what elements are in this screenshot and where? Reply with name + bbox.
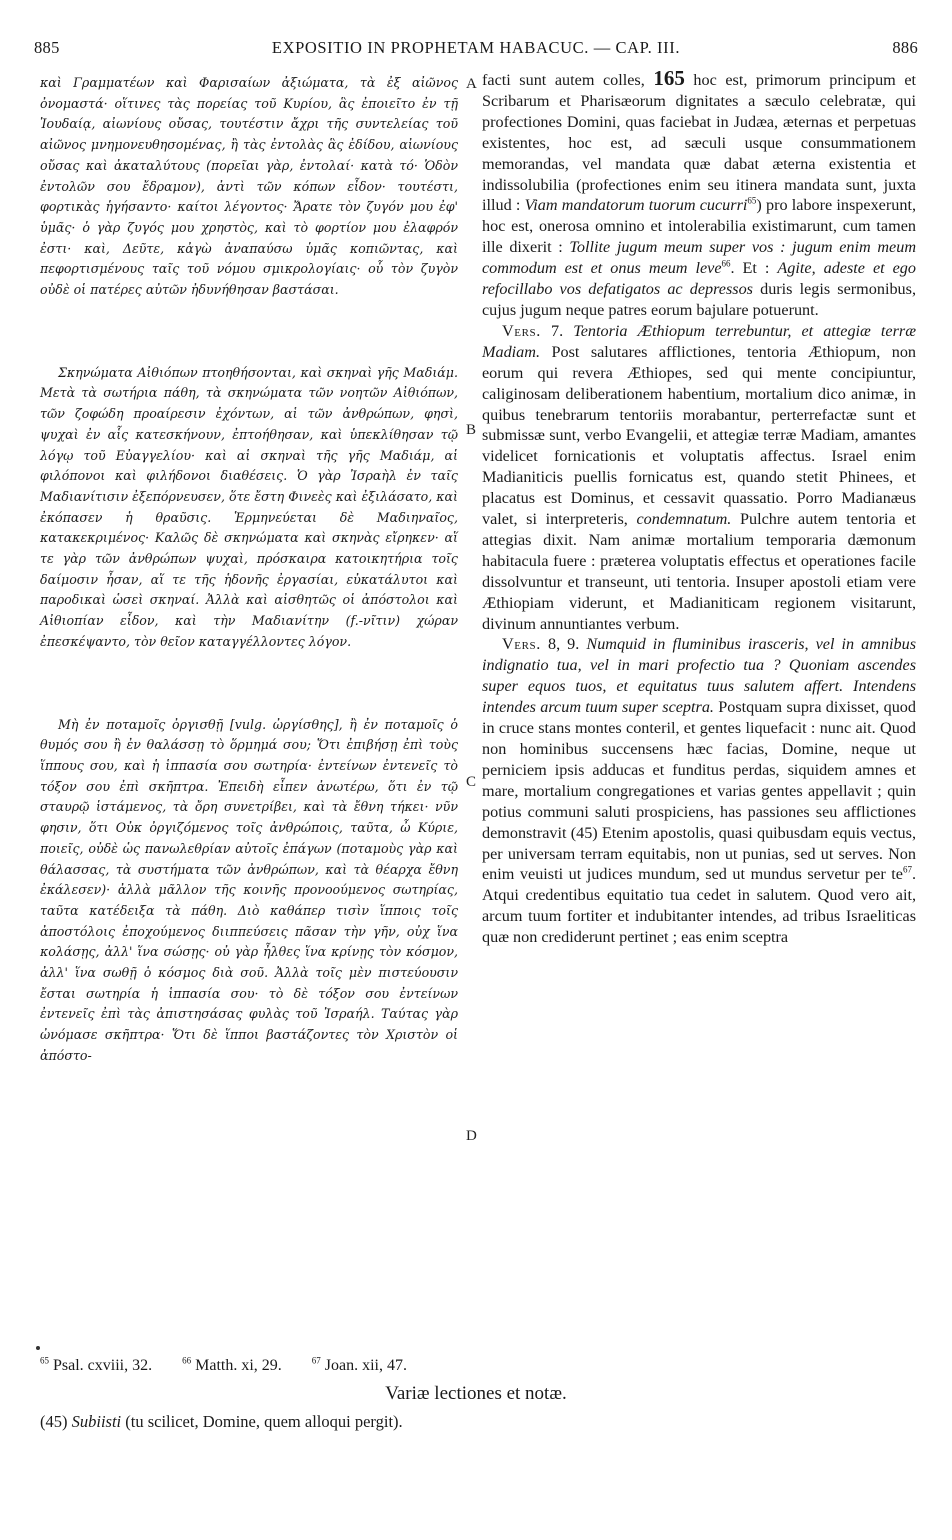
greek-paragraph-3: Μὴ ἐν ποταμοῖς ὀργισθῇ [vulg. ὠργίσθης], ἢ ἐν ποταμοῖς ὁ θυμός σου ἢ ἐν θαλάσσῃ τὸ ὅρμημά σου; Ὅτι ἐπιβήσῃ ἐπὶ τοὺς ἵππους σου, καὶ ἡ ἱππασία σου σωτηρία· ἐντείνων ἐντενεῖς τὸ τόξον σου ἐπὶ σκῆπτρα. Ἐπειδὴ εἶπεν ἀνωτέρω, ὅτι ἐν τῷ σταυρῷ ἱστάμενος, τὰ ὄρη συνετρίβει, καὶ τὰ ἔθνη τήκει· νῦν φησιν, ὅτι Οὐκ ὀργιζόμενος τοῖς ἀνθρώποις, ταῦτα, ὦ Κύριε, ποιεῖς, οὐδὲ ὡς πανωλεθρίαν αὐτοῖς ἐπάγων (ποταμοὺς γὰρ καὶ θάλασσας, τὰ συστήματα τῶν ἀνθρώπων, καὶ τὰ θέαρχα ἔθνη ἐκάλεσεν)· ἀλλὰ μᾶλλον τῆς κοινῆς προνοούμενος σωτηρίας, ταῦτα κατέδειξα τὰ πάθη. Διὸ καθάπερ τισὶν ἵπποις τοῖς ἀποστόλοις ἐποχούμενος διιππεύσεις πᾶσαν τὴν γῆν, οὐχ ἵνα κολάσῃς, ἀλλ' ἵνα σώσῃς· οὐ γὰρ ἦλθες ἵνα κρίνῃς τὸν κόσμον, ἀλλ' ἵνα σωθῇ ὁ κόσμος διὰ σοῦ. Ἀλλὰ τοῖς μὲν πιστεύουσιν ἔσται σωτηρία ἡ ἱππασία σου· τὸ δὲ τόξον σου ἐντείνων ἐντενεῖς ἐπὶ τὰς ἀπιστησάσας φυλὰς τοῦ Ἰσραήλ. Ταύτας γὰρ ὠνόμασε σκῆπτρα· Ὅτι δὲ ἵπποι βαστάζοντες τὸν Χριστὸν οἱ ἀπόστο- <box>40 716 458 1063</box>
greek-paragraph-2: Σκηνώματα Αἰθιόπων πτοηθήσονται, καὶ σκηναὶ γῆς Μαδιάμ. Μετὰ τὰ σωτήρια πάθη, τὰ σκηνώματα τῶν νοητῶν Αἰθιόπων, τῶν ζοφώδη προαίρεσιν ἐχόντων, αἱ τῶν ἀνθρώπων, φησὶ, ψυχαὶ ἐν αἷς κατεσκήνουν, ἐπτοήθησαν, καὶ ὑπεκλίθησαν τῷ λόγῳ τοῦ Εὐαγγελίου· καὶ αἱ σκηναὶ τῆς γῆς Μαδιάμ, αἱ φιλόπονοι καὶ φιλήδονοι διαθέσεις. Ὁ γὰρ Ἰσραὴλ ἐν ταῖς Μαδιανίτισιν ἐξεπόρνευσεν, ὅτε ἔστη Φινεὲς καὶ ἐξιλάσατο, καὶ ἐκόπασεν ἡ θραῦσις. Ἑρμηνεύεται δὲ Μαδιηναῖος, κατακεκριμένος· Καλῶς δὲ σκηνώματα καὶ σκηνὰς εἴρηκεν· αἵ τε γὰρ τῶν ἀνθρώπων ψυχαὶ, πρόσκαιρα κατοικητήρια τοῖς δαίμοσιν ἦσαν, αἵ τε τῆς ἡδονῆς ἐργασίαι, εὐκατάλυτοι καὶ παροδικαὶ ὡσεὶ σκηναί. Ἀλλὰ καὶ αἰσθητῶς οἱ ἀπόστολοι καὶ Αἰθιοπίαν εἶδον, καὶ τὴν Μαδιανίτην (f.-νῖτιν) χώραν ἐπεσκέψαντο, τὸν θεῖον καταγγέλλοντες λόγον. <box>40 364 458 649</box>
variae-note-45: (45) Subiisti (tu scilicet, Domine, quem alloqui pergit). <box>40 1412 403 1431</box>
margin-marker-b: B <box>466 422 477 438</box>
greek-paragraph-1: καὶ Γραμματέων καὶ Φαρισαίων ἀξιώματα, τὰ ἐξ αἰῶνος ὀνομαστά· οἵτινες τὰς πορείας τοῦ Κυρίου, ἃς ἐποιεῖτο ἐν τῇ Ἰουδαίᾳ, αἰωνίους οὔσας, τουτέστιν ἄχρι τῆς συντελείας τοῦ αἰῶνος μνημονευθησομένας, ἢ τὰς ἐντολὰς ἃς ἐδίδου, αἰωνίους οὔσας καὶ ἀκαταλύτους (πορεῖαι γὰρ, ἐντολαί· κατὰ τό· Ὁδὸν ἐντολῶν σου ἔδραμον), ἀντὶ τῶν κόπων εἶδον· τουτέστι, φορτικὰς ἡγήσαντο· καίτοι λέγοντος· Ἄρατε τὸν ζυγόν μου ἐφ' ὑμᾶς· ὁ γὰρ ζυγός μου χρηστὸς, καὶ τὸ φορτίον μου ἐλαφρόν ἐστι· καὶ, Δεῦτε, κἀγὼ ἀναπαύσω ὑμᾶς κοπιῶντας, καὶ πεφορτισμένους ταῖς τοῦ νόμου σμικρολογίαις· οὗ τὸν ζυγὸν οὐδὲ οἱ πατέρες αὐτῶν ἠδυνήθησαν βαστάσαι. <box>40 75 458 298</box>
footnote-ref-65: 65 <box>747 196 757 207</box>
margin-marker-d: D <box>466 1128 477 1144</box>
footnote-67: $^{67}$ Joan. xii, 47. <box>311 1355 407 1374</box>
latin-paragraph-1: facti sunt autem colles, 165 hoc est, primorum principum et Scribarum et Pharisæorum dignitates a sæculo celebratæ, qui profectiones Domini, quas faciebat in Judæa, æternas et perpetuas existentes, hoc est, ad sæculi usque consummationem memorandas, vel mandata quæ dabat æterna existentia et indissolubilia (profectiones enim seu itinera mandata sunt, juxta illud : Viam mandatorum tuorum cucurri$^{65}$) pro labore inspexerunt, hoc est, onerosa omnino et intolerabilia existimarunt, cum tamen ille dixerit : Tollite jugum meum super vos : jugum enim meum commodum est et onus meum leve$^{66}$. Et : Agite, adeste et ego refocillabo vos defatigatos ac depressos duris legis sermonibus, cujus jugum neque patres eorum bajulare potuerunt. <box>482 66 917 319</box>
page-header <box>34 34 918 62</box>
greek-column <box>40 73 458 1067</box>
latin-column <box>482 68 916 948</box>
latin-verse-7: Vers. 7. Tentoria Æthiopum terrebuntur, et attegiæ terræ Madiam. Post salutares afflictiones, tentoria Æthiopum, non eorum qui revera Æthiopes, sed qui mente concipiuntur, caliginosam deliberationem habentium, mortalium dico animæ, in quibus tenebrarum tentoriis morabantur, perterrefactæ sunt et submissæ sunt, verbo Evangelii, et attegiæ terræ Madiam, amantes videlicet fornicationis et voluptatis affectus. Israel enim Madianiticis puellis fornicatus est, quando stetit Phinees, et placatus est Dominus, et cessavit quassatio. Porro Madianæus valet, si interpreteris, condemnatum. Pulchre autem tentoria et attegias dixit. Nam animæ mortalium temporaria dæmonum habitacula fuere : præterea voluptatis effectus et operationes facile dissolvuntur et transeunt, uti tentoria. Insuper apostoli etiam vere Æthiopiam viderunt, et Madianiticam regionem visitarunt, divinum annuntiantes verbum. <box>482 321 917 633</box>
column-number: 165 <box>653 66 685 90</box>
footnote-bullet <box>36 1346 40 1350</box>
variae-lectiones-heading: Variæ lectiones et notæ. <box>385 1383 567 1404</box>
footnote-ref-66: 66 <box>721 258 731 269</box>
left-page-number: 885 <box>34 38 60 57</box>
footnotes <box>40 1357 920 1375</box>
footnote-ref-67: 67 <box>902 865 912 876</box>
margin-marker-a: A <box>466 76 477 92</box>
right-page-number: 886 <box>892 38 918 57</box>
margin-marker-c: C <box>466 774 477 790</box>
footnote-65: $^{65}$ Psal. cxviii, 32. <box>40 1355 153 1374</box>
latin-verse-8-9: Vers. 8, 9. Numquid in fluminibus irasceris, vel in amnibus indignatio tua, vel in mari profectio tua ? Quoniam ascendes super equos tuos, et equitatus tuus salutem affert. Intendens intendes arcum tuum super sceptra. Postquam supra dixisset, quod in cruce stans montes conteril, et gentes liquefacit : nunc ait. Quod non hominibus succensens hæc facias, Domine, neque ut perniciem ipsis adducas et funditus perdas, siquidem amnes et mare, mortalium congregationes et varias gentes appellavit ; quin potius communi saluti prospiciens, has passiones seu afflictiones demonstravit (45) Etenim apostolis, quasi quibusdam equis vectus, per universam terram equitabis, non ut punias, sed ut serves. Non enim veuisti ut judices mundum, sed ut mundus servetur per $te^{67}$. Atqui credentibus equitatio tua cedet in salutem. Quod vero ait, arcum tuum fortiter et indubitanter intendes, ad tribus Israeliticas quæ non crediderunt pertinet ; eas enim sceptra <box>482 635 917 947</box>
running-title: EXPOSITIO IN PROPHETAM HABACUC. — CAP. III. <box>271 38 681 57</box>
footnote-66: $^{66}$ Matth. xi, 29. <box>182 1355 282 1374</box>
